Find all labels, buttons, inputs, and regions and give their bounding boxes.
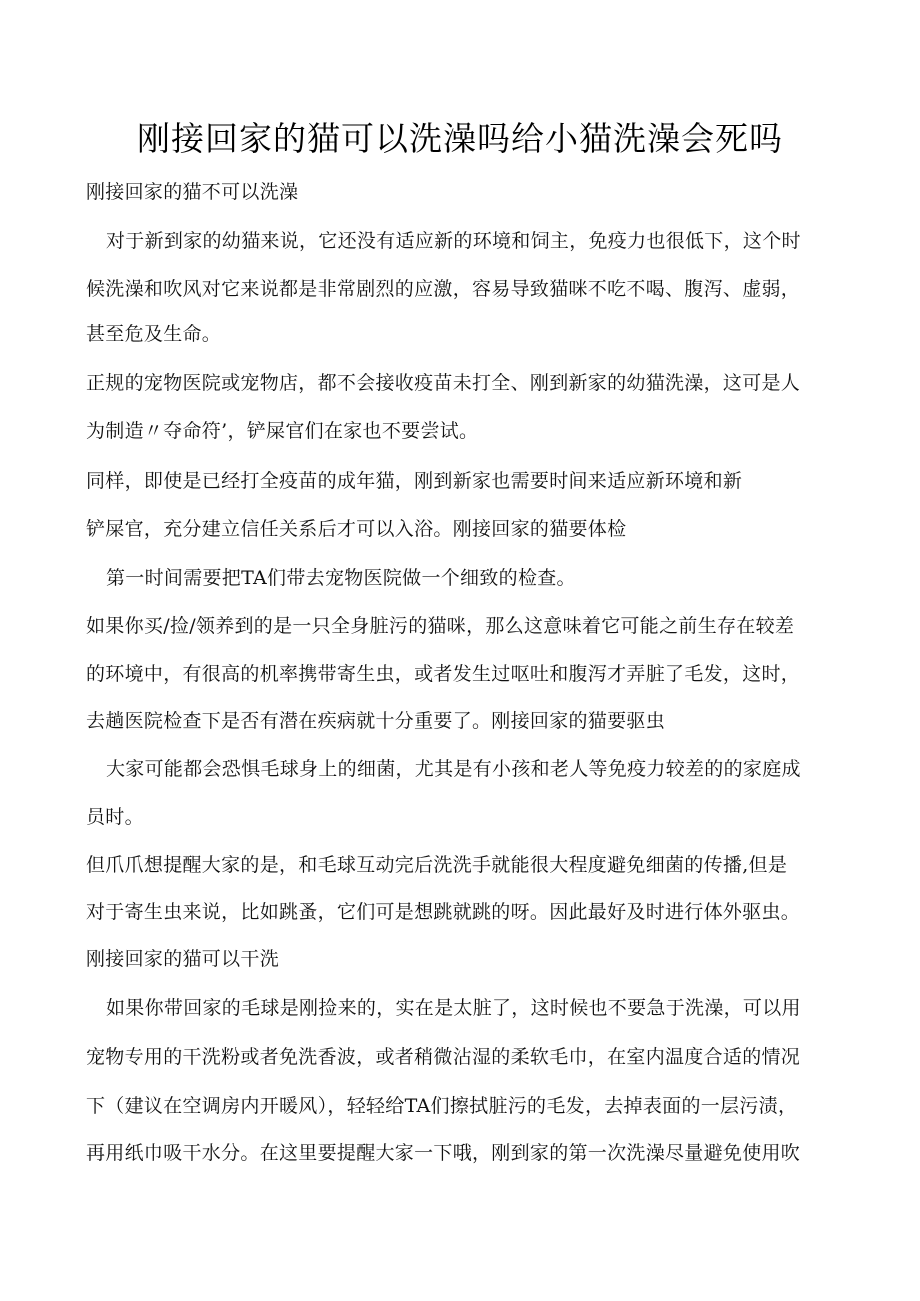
paragraph-line: 同样，即使是已经打全疫苗的成年猫，刚到新家也需要时间来适应新环境和新 xyxy=(86,470,743,492)
paragraph-line: 如果你带回家的毛球是刚捡来的，实在是太脏了，这时候也不要急于洗澡，可以用 xyxy=(106,997,801,1019)
paragraph-line: 为制造〃夺命符’，铲屎官们在家也不要尝试。 xyxy=(86,420,479,442)
section-heading: 刚接回家的猫不可以洗澡 xyxy=(86,181,299,203)
paragraph-line: 员时。 xyxy=(86,806,144,828)
paragraph-line: 大家可能都会恐惧毛球身上的细菌，尤其是有小孩和老人等免疫力较差的的家庭成 xyxy=(106,758,801,780)
paragraph-line: 第一时间需要把TA们带去宠物医院做一个细致的检查。 xyxy=(106,567,576,589)
paragraph-line: 下（建议在空调房内开暖风），轻轻给TA们擦拭脏污的毛发，去掉表面的一层污渍， xyxy=(86,1095,798,1117)
paragraph-line: 对于新到家的幼猫来说，它还没有适应新的环境和饲主，免疫力也很低下，这个时 xyxy=(106,230,801,252)
paragraph-line: 的环境中，有很高的机率携带寄生虫，或者发生过呕吐和腹泻才弄脏了毛发，这时， xyxy=(86,663,801,685)
section-heading: 刚接回家的猫可以干洗 xyxy=(86,948,280,970)
paragraph-line: 去趟医院检查下是否有潜在疾病就十分重要了。刚接回家的猫要驱虫 xyxy=(86,710,666,732)
document-title: 刚接回家的猫可以洗澡吗给小猫洗澡会死吗 xyxy=(137,119,783,158)
paragraph-line: 正规的宠物医院或宠物店，都不会接收疫苗未打全、刚到新家的幼猫洗澡，这可是人 xyxy=(86,372,801,394)
paragraph-line: 对于寄生虫来说，比如跳蚤，它们可是想跳就跳的呀。因此最好及时进行体外驱虫。 xyxy=(86,901,801,923)
paragraph-line: 再用纸巾吸干水分。在这里要提醒大家一下哦，刚到家的第一次洗澡尽量避免使用吹 xyxy=(86,1142,801,1164)
paragraph-line: 但爪爪想提醒大家的是，和毛球互动完后洗洗手就能很大程度避免细菌的传播,但是 xyxy=(86,854,788,876)
paragraph-line: 如果你买/捡/领养到的是一只全身脏污的猫咪，那么这意味着它可能之前生存在较差 xyxy=(86,615,795,637)
paragraph-line: 候洗澡和吹风对它来说都是非常剧烈的应激，容易导致猫咪不吃不喝、腹泻、虚弱， xyxy=(86,278,801,300)
paragraph-line: 铲屎官，充分建立信任关系后才可以入浴。刚接回家的猫要体检 xyxy=(86,518,627,540)
paragraph-line: 宠物专用的干洗粉或者免洗香波，或者稍微沾湿的柔软毛巾，在室内温度合适的情况 xyxy=(86,1046,801,1068)
paragraph-line: 甚至危及生命。 xyxy=(86,323,222,345)
